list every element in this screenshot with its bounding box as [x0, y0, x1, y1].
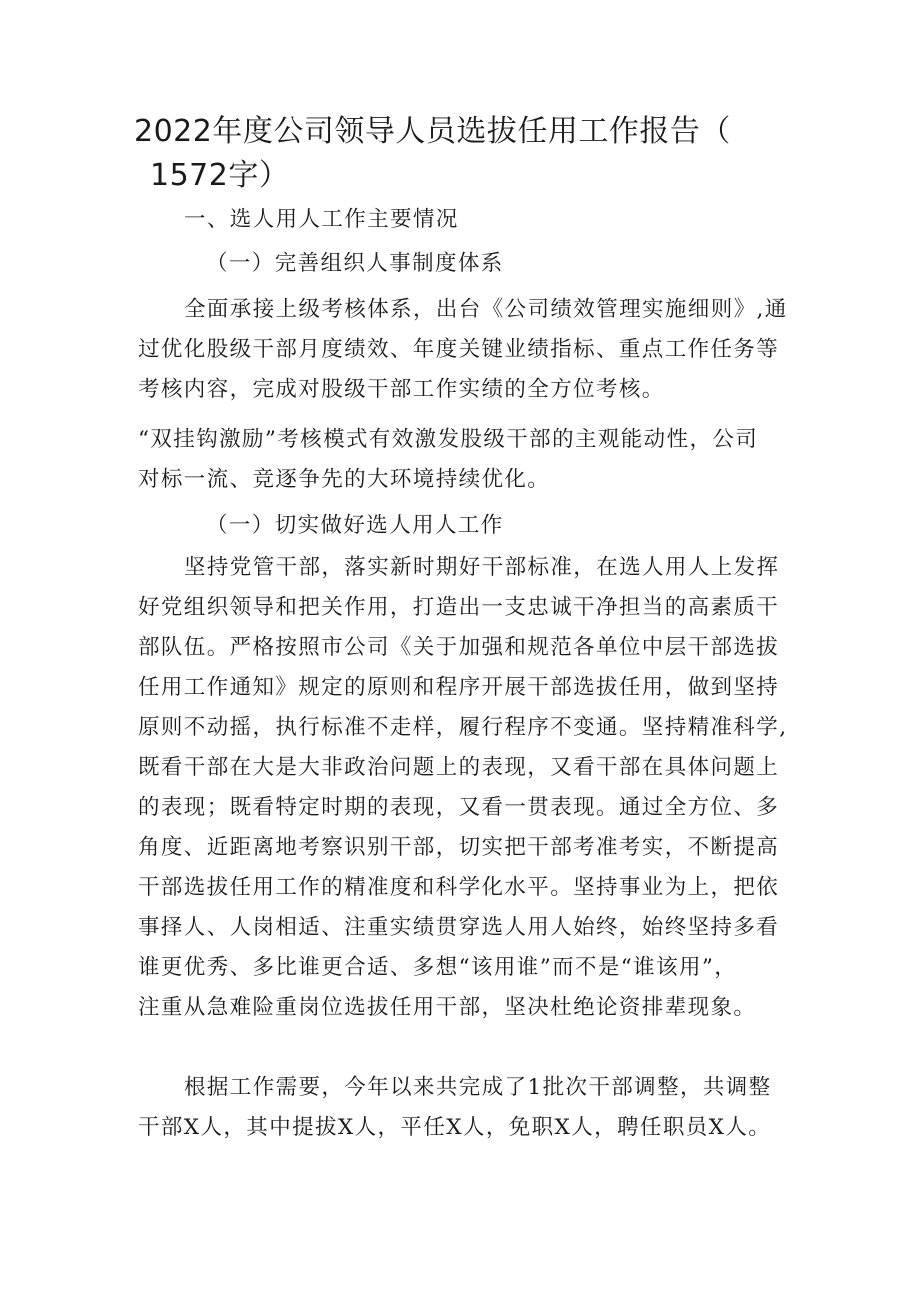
paragraph-1: [138, 290, 798, 410]
paragraph-line: 干部X人，其中提拔X人，平任X人，免职X人，聘任职员X人。: [138, 1115, 772, 1140]
paragraph-3: [138, 548, 798, 1028]
title-line-1: 2022年度公司领导人员选拔任用工作报告（: [134, 114, 731, 149]
subsection-heading-text: （一）切实做好选人用人工作: [206, 513, 504, 538]
paragraph-line: 角度、近距离地考察识别干部，切实把干部考准考实，不断提高: [138, 835, 780, 860]
paragraph-line: 干部选拔任用工作的精准度和科学化水平。坚持事业为上，把依: [138, 875, 780, 900]
paragraph-line: “双挂钩激励”考核模式有效激发股级干部的主观能动性，公司: [138, 427, 759, 452]
paragraph-line: 谁更优秀、多比谁更合适、多想“该用谁”而不是“谁该用”，: [138, 955, 738, 980]
paragraph-line: 全面承接上级考核体系，出台《公司绩效管理实施细则》,通: [184, 297, 788, 322]
paragraph-line: 坚持党管干部，落实新时期好干部标准，在选人用人上发挥: [184, 555, 780, 580]
section-heading-text: 一、选人用人工作主要情况: [184, 207, 459, 232]
subsection-heading-text: （一）完善组织人事制度体系: [206, 251, 504, 276]
subsection-heading-2: [138, 506, 798, 546]
section-heading-1: [138, 200, 798, 240]
paragraph-line: 过优化股级干部月度绩效、年度关键业绩指标、重点工作任务等: [138, 337, 780, 362]
title-line-2: 1572字）: [150, 158, 290, 193]
document-title: [134, 110, 814, 198]
paragraph-line: 对标一流、竞逐争先的大环境持续优化。: [138, 467, 551, 492]
paragraph-line: 既看干部在大是大非政治问题上的表现，又看干部在具体问题上: [138, 755, 780, 780]
paragraph-line: 根据工作需要，今年以来共完成了1批次干部调整，共调整: [184, 1075, 772, 1100]
paragraph-line: 原则不动摇，执行标准不走样，履行程序不变通。坚持精准科学,: [138, 715, 788, 740]
paragraph-line: 的表现；既看特定时期的表现，又看一贯表现。通过全方位、多: [138, 795, 780, 820]
paragraph-4: [138, 1068, 798, 1148]
paragraph-line: 注重从急难险重岗位选拔任用干部，坚决杜绝论资排辈现象。: [138, 995, 757, 1020]
paragraph-2: [138, 420, 798, 500]
paragraph-line: 部队伍。严格按照市公司《关于加强和规范各单位中层干部选拔: [138, 635, 780, 660]
paragraph-line: 好党组织领导和把关作用，打造出一支忠诚干净担当的高素质干: [138, 595, 780, 620]
paragraph-line: 事择人、人岗相适、注重实绩贯穿选人用人始终，始终坚持多看: [138, 915, 780, 940]
paragraph-line: 任用工作通知》规定的原则和程序开展干部选拔任用，做到坚持: [138, 675, 780, 700]
paragraph-line: 考核内容，完成对股级干部工作实绩的全方位考核。: [138, 377, 665, 402]
subsection-heading-1: [138, 244, 798, 284]
